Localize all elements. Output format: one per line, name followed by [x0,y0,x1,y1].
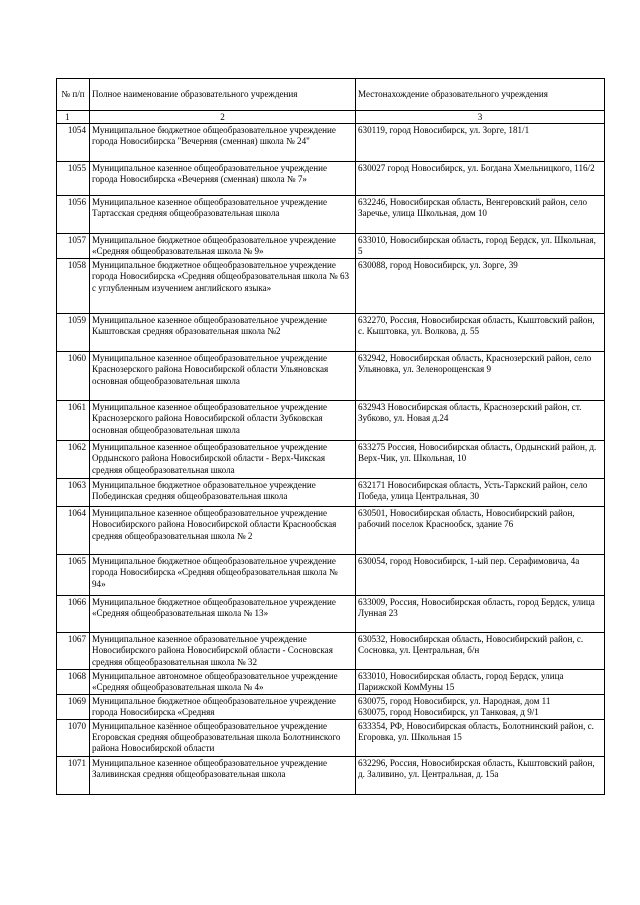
row-number: 1059 [57,314,90,352]
table-row [57,633,605,670]
institution-address: 633010, Новосибирская область, город Бердск, ул. Школьная, 5 [356,234,605,259]
table-row [57,401,605,441]
institution-address: 633010, Новосибирская область, город Бердск, улица Парижской КомМуны 15 [356,670,605,695]
institution-name: Муниципальное казенное общеобразовательное учреждение Кыштовская средняя образовательная школа №2 [90,314,356,352]
institution-address: 632270, Россия, Новосибирская область, Кыштовский район, с. Кыштовка, ул. Волкова, д. 55 [356,314,605,352]
row-number: 1068 [57,670,90,695]
row-number: 1069 [57,695,90,719]
row-number: 1061 [57,401,90,441]
institution-address: 630119, город Новосибирск, ул. Зорге, 181/1 [356,124,605,162]
table-row [57,314,605,352]
institution-address: 630027 город Новосибирск, ул. Богдана Хмельницкого, 116/2 [356,162,605,196]
institution-address: 632942, Новосибирская область, Краснозерский район, село Ульяновка, ул. Зеленорощенская 9 [356,352,605,401]
row-number: 1066 [57,596,90,633]
table-row [57,441,605,479]
institution-address: 632246, Новосибирская область, Венгеровский район, село Заречье, улица Школьная, дом 10 [356,196,605,234]
header-row [57,79,605,111]
table-row [57,719,605,756]
column-index-2: 2 [90,111,356,124]
institution-name: Муниципальное бюджетное общеобразовательное учреждение города Новосибирска «Средняя [90,695,356,719]
table-row [57,162,605,196]
institution-address: 633009, Россия, Новосибирская область, город Бердск, улица Лунная 23 [356,596,605,633]
row-number: 1062 [57,441,90,479]
institution-name: Муниципальное бюджетное общеобразовательное учреждение «Средняя общеобразовательная школа № 13» [90,596,356,633]
table-row [57,196,605,234]
institution-name: Муниципальное казенное общеобразовательное учреждение Заливинская средняя общеобразовательная школа [90,756,356,794]
institution-address: 630501, Новосибирская область, Новосибирский район, рабочий поселок Краснообск, здание 76 [356,507,605,555]
institution-address: 632296, Россия, Новосибирская область, Кыштовский район, д. Заливино, ул. Центральная, д. 15а [356,756,605,794]
institution-address: 632171 Новосибирская область, Усть-Таркский район, село Победа, улица Центральная, 30 [356,479,605,507]
row-number: 1058 [57,259,90,314]
row-number: 1071 [57,756,90,794]
row-number: 1070 [57,719,90,756]
institution-name: Муниципальное казенное общеобразовательное учреждение Тартасская средняя общеобразовательная школа [90,196,356,234]
institution-address: 630075, город Новосибирск, ул. Народная, дом 11 630075, город Новосибирск, ул Танковая, д 9/1 [356,695,605,719]
row-number: 1055 [57,162,90,196]
table-row [57,124,605,162]
header-address: Местонахождение образовательного учреждения [356,79,605,111]
header-name: Полное наименование образовательного учреждения [90,79,356,111]
institution-address: 630088, город Новосибирск, ул. Зорге, 39 [356,259,605,314]
schools-table [56,78,605,795]
row-number: 1065 [57,555,90,596]
table-row [57,596,605,633]
table-row [57,670,605,695]
table-row [57,259,605,314]
table-row [57,507,605,555]
column-index-3: 3 [356,111,605,124]
document-page [56,78,604,795]
table-row [57,756,605,794]
table-row [57,479,605,507]
institution-address: 632943 Новосибирская область, Краснозерский район, ст. Зубково, ул. Новая д.24 [356,401,605,441]
header-number: № п/п [57,79,90,111]
institution-address: 630054, город Новосибирск, 1-ый пер. Серафимовича, 4а [356,555,605,596]
institution-name: Муниципальное бюджетное общеобразовательное учреждение города Новосибирска "Вечерняя (сменная) школа № 24" [90,124,356,162]
row-number: 1064 [57,507,90,555]
institution-address: 630532, Новосибирская область, Новосибирский район, с. Сосновка, ул. Центральная, б/н [356,633,605,670]
institution-name: Муниципальное бюджетное общеобразовательное учреждение города Новосибирска «Средняя общеобразовательная школа № 63 с углубленным изучением английского языка» [90,259,356,314]
institution-name: Муниципальное бюджетное общеобразовательное учреждение «Средняя общеобразовательная школа № 9» [90,234,356,259]
institution-name: Муниципальное казенное общеобразовательное учреждение Краснозерского района Новосибирской области Зубковская основная общеобразовательная школа [90,401,356,441]
column-index-1: 1 [57,111,90,124]
institution-name: Муниципальное казенное общеобразовательное учреждение Краснозерского района Новосибирской области Ульяновская основная общеобразовательная школа [90,352,356,401]
row-number: 1054 [57,124,90,162]
row-number: 1067 [57,633,90,670]
institution-name: Муниципальное казенное общеобразовательное учреждение города Новосибирска «Вечерняя (сменная) школа № 7» [90,162,356,196]
row-number: 1056 [57,196,90,234]
institution-address: 633275 Россия, Новосибирская область, Ордынский район, д. Верх-Чик, ул. Школьная, 10 [356,441,605,479]
institution-name: Муниципальное казенное общеобразовательное учреждение Ордынского района Новосибирской области - Верх-Чикская средняя общеобразовательная школа [90,441,356,479]
row-number: 1060 [57,352,90,401]
institution-name: Муниципальное автономное общеобразовательное учреждение «Средняя общеобразовательная школа № 4» [90,670,356,695]
table-row [57,695,605,719]
table-row [57,352,605,401]
institution-name: Муниципальное казенное общеобразовательное учреждение Новосибирского района Новосибирской области Краснообская средняя общеобразовательная школа № 2 [90,507,356,555]
institution-name: Муниципальное бюджетное общеобразовательное учреждение города Новосибирска «Средняя общеобразовательная школа № 94» [90,555,356,596]
institution-address: 633354, РФ, Новосибирская область, Болотнинский район, с. Егоровка, ул. Школьная 15 [356,719,605,756]
institution-name: Муниципальное казённое общеобразовательное учреждение Егоровская средняя общеобразовательная школа Болотнинского района Новосибирской области [90,719,356,756]
table-row [57,234,605,259]
table-row [57,555,605,596]
column-index-row [57,111,605,124]
row-number: 1063 [57,479,90,507]
institution-name: Муниципальное казенное образовательное учреждение Новосибирского района Новосибирской области - Сосновская средняя общеобразовательная школа № 32 [90,633,356,670]
row-number: 1057 [57,234,90,259]
institution-name: Муниципальное бюджетное образовательное учреждение Побединская средняя общеобразовательная школа [90,479,356,507]
